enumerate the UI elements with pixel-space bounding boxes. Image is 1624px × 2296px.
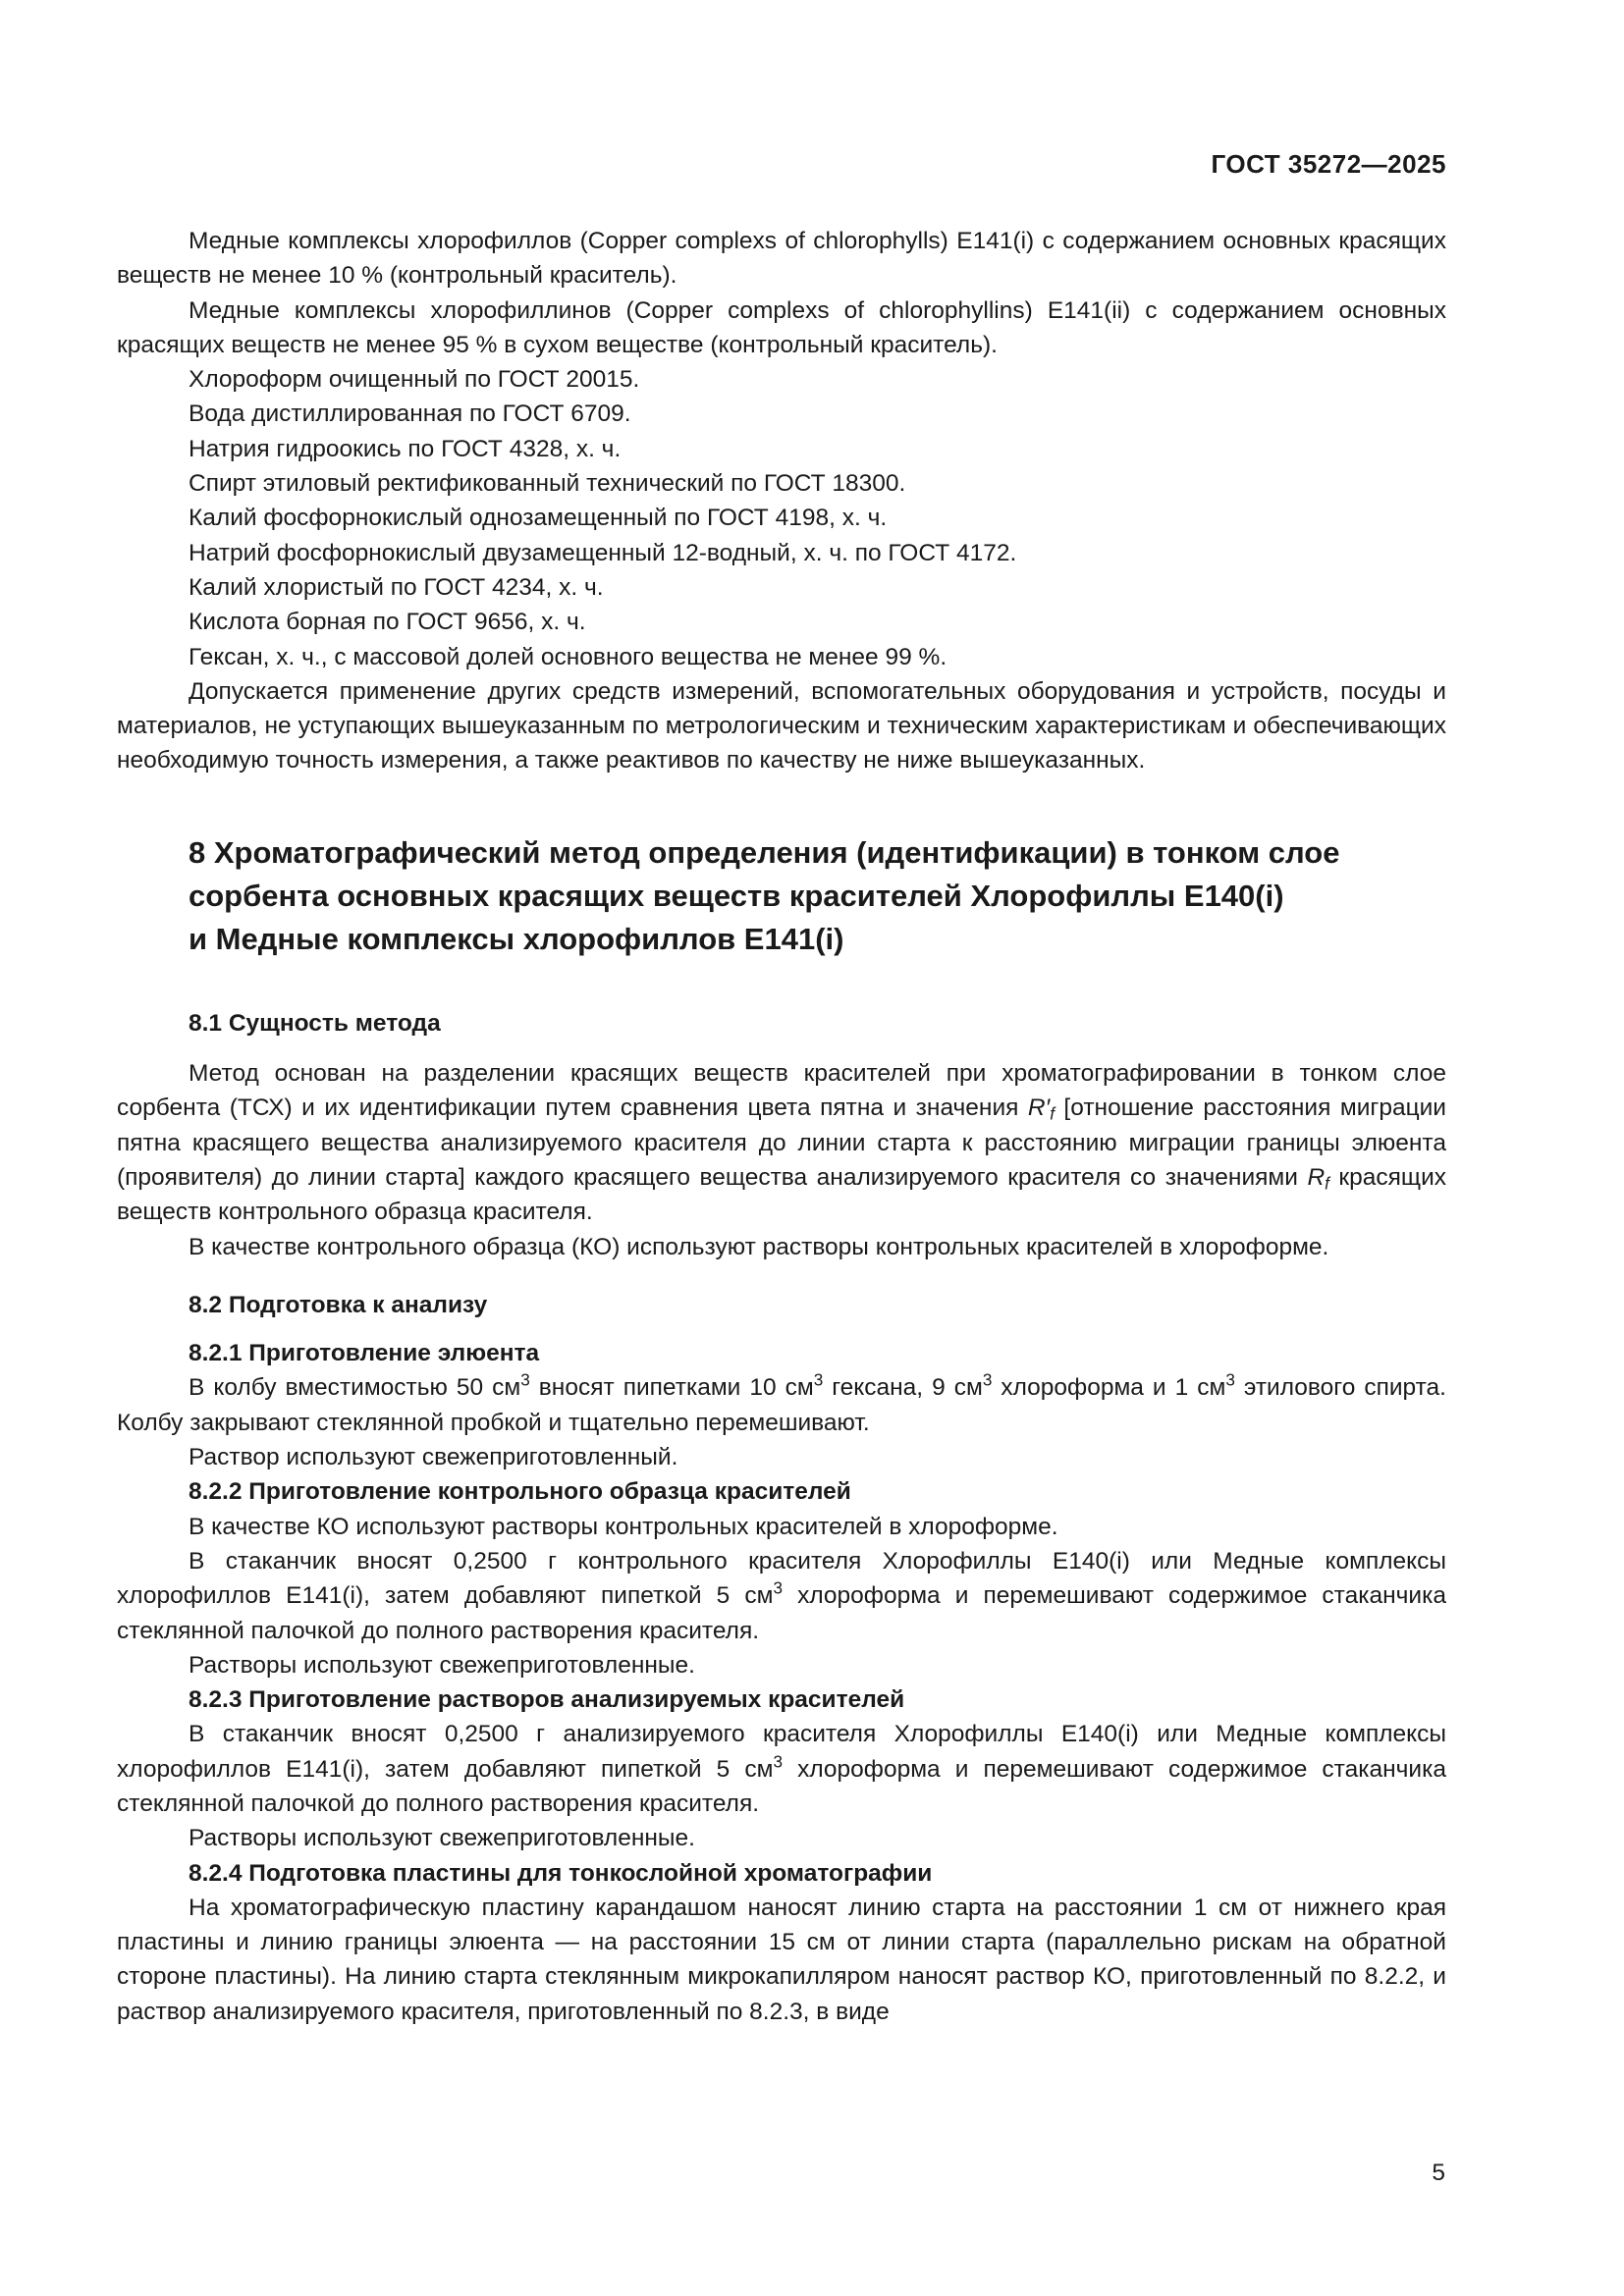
eluent-paragraph xyxy=(117,1370,1446,1440)
permission-paragraph: Допускается применение других средств измерений, вспомогательных оборудования и устройств, посуды и материалов, не уступающих вышеуказанным по метрологическим и техническим характеристикам и обеспечивающих необходимую точность измерения, а также реактивов по качеству не ниже вышеуказанных. xyxy=(117,677,1446,774)
text-span: Метод основан на разделении красящих веществ красителей при хроматографировании в тонком слое сорбента (ТСХ) и их идентификации путем сравнения цвета пятна и значения xyxy=(117,1060,1446,1122)
superscript: 3 xyxy=(982,1370,993,1390)
symbol-subscript: f xyxy=(1050,1103,1055,1124)
analyzed-preparation-paragraph xyxy=(117,1717,1446,1821)
text-span: этилового спирта. Колбу закрывают стеклянной пробкой и тщательно перемешивают. xyxy=(117,1374,1446,1436)
text-span: В стаканчик вносят 0,2500 г анализируемого красителя Хлорофиллы Е140(i) или Медные комплексы хлорофиллов Е141(i), затем добавляют пипеткой 5 см xyxy=(117,1721,1446,1783)
symbol-text: R xyxy=(1307,1163,1326,1191)
list-item: Натрия гидроокись по ГОСТ 4328, х. ч. xyxy=(189,435,622,462)
section-8-title xyxy=(189,831,1446,961)
text-span: гексана, 9 см xyxy=(823,1374,983,1402)
text-span: красящих веществ контрольного образца красителя. xyxy=(117,1163,1447,1226)
superscript: 3 xyxy=(813,1370,824,1390)
list-item: Натрий фосфорнокислый двузамещенный 12-водный, х. ч. по ГОСТ 4172. xyxy=(189,539,1017,566)
text-span: [отношение расстояния миграции пятна красящего вещества анализируемого красителя до линии старта к расстоянию миграции границы элюента (проявителя) до линии старта] каждого красящего вещества анализируемого красителя со значениями xyxy=(117,1095,1446,1191)
superscript: 3 xyxy=(1225,1370,1235,1390)
section-title-line: сорбента основных красящих веществ красителей Хлорофиллы Е140(i) xyxy=(189,878,1284,913)
rf-prime-symbol xyxy=(1027,1095,1055,1124)
list-item: Гексан, х. ч., с массовой долей основного вещества не менее 99 %. xyxy=(189,643,947,670)
list-item: Медные комплексы хлорофиллов (Copper complexs of chlorophylls) Е141(i) с содержанием основных красящих веществ не менее 10 % (контрольный краситель). xyxy=(117,228,1446,290)
superscript: 3 xyxy=(773,1751,784,1772)
rf-symbol xyxy=(1307,1163,1329,1194)
list-item: Спирт этиловый ректификованный технический по ГОСТ 18300. xyxy=(189,470,906,498)
control-sample-paragraph: В качестве контрольного образца (КО) используют растворы контрольных красителей в хлороформе. xyxy=(189,1233,1329,1260)
superscript: 3 xyxy=(773,1577,784,1598)
list-item: Вода дистиллированная по ГОСТ 6709. xyxy=(189,400,631,428)
fresh-solution-note: Раствор используют свежеприготовленный. xyxy=(189,1444,678,1471)
subsection-8-2-2-heading: 8.2.2 Приготовление контрольного образца красителей xyxy=(189,1478,851,1506)
symbol-text: R′ xyxy=(1027,1095,1051,1122)
text-span: вносят пипетками 10 см xyxy=(529,1374,814,1402)
subsection-8-2-heading: 8.2 Подготовка к анализу xyxy=(189,1291,488,1318)
fresh-solution-note: Растворы используют свежеприготовленные. xyxy=(189,1651,695,1679)
section-title-line: 8 Хроматографический метод определения (идентификации) в тонком слое xyxy=(189,834,1340,870)
subsection-8-2-1-heading: 8.2.1 Приготовление элюента xyxy=(189,1340,540,1367)
page-content xyxy=(117,224,1446,2029)
text-span: хлороформа и перемешивают содержимое стаканчика стеклянной палочкой до полного растворения красителя. xyxy=(117,1582,1446,1644)
list-item: Медные комплексы хлорофиллинов (Copper complexs of chlorophyllins) Е141(ii) с содержанием основных красящих веществ не менее 95 % в сухом веществе (контрольный краситель). xyxy=(117,296,1446,358)
control-preparation-paragraph xyxy=(117,1544,1446,1648)
subsection-8-2-4-heading: 8.2.4 Подготовка пластины для тонкослойной хроматографии xyxy=(189,1859,933,1887)
plate-preparation-paragraph: На хроматографическую пластину карандашом наносят линию старта на расстоянии 1 см от нижнего края пластины и линию границы элюента — на расстоянии 15 см от линии старта (параллельно рискам на обратной стороне пластины). На линию старта стеклянным микрокапилляром наносят раствор КО, приготовленный по 8.2.2, и раствор анализируемого красителя, приготовленный по 8.2.3, в виде xyxy=(117,1894,1446,2025)
subsection-8-1-heading: 8.1 Сущность метода xyxy=(189,1009,441,1037)
list-item: Калий хлористый по ГОСТ 4234, х. ч. xyxy=(189,573,604,601)
control-solution-paragraph: В качестве КО используют растворы контрольных красителей в хлороформе. xyxy=(189,1513,1058,1540)
superscript: 3 xyxy=(520,1370,530,1390)
list-item: Кислота борная по ГОСТ 9656, х. ч. xyxy=(189,609,586,636)
document-header: ГОСТ 35272—2025 xyxy=(1211,149,1446,179)
section-title-line: и Медные комплексы хлорофиллов Е141(i) xyxy=(189,921,844,956)
text-span: хлороформа и перемешивают содержимое стаканчика стеклянной палочкой до полного растворения красителя. xyxy=(117,1755,1446,1817)
fresh-solution-note: Растворы используют свежеприготовленные. xyxy=(189,1825,695,1852)
text-span: В колбу вместимостью 50 см xyxy=(189,1374,521,1402)
list-item: Калий фосфорнокислый однозамещенный по ГОСТ 4198, х. ч. xyxy=(189,505,888,532)
page-number: 5 xyxy=(1432,2160,1445,2186)
subsection-8-2-3-heading: 8.2.3 Приготовление растворов анализируемых красителей xyxy=(189,1686,905,1714)
text-span: хлороформа и 1 см xyxy=(992,1374,1226,1402)
symbol-subscript: f xyxy=(1325,1173,1329,1194)
method-essence-paragraph xyxy=(117,1056,1446,1229)
list-item: Хлороформ очищенный по ГОСТ 20015. xyxy=(189,366,640,394)
text-span: В стаканчик вносят 0,2500 г контрольного красителя Хлорофиллы Е140(i) или Медные комплексы хлорофиллов Е141(i), затем добавляют пипеткой 5 см xyxy=(117,1547,1446,1610)
